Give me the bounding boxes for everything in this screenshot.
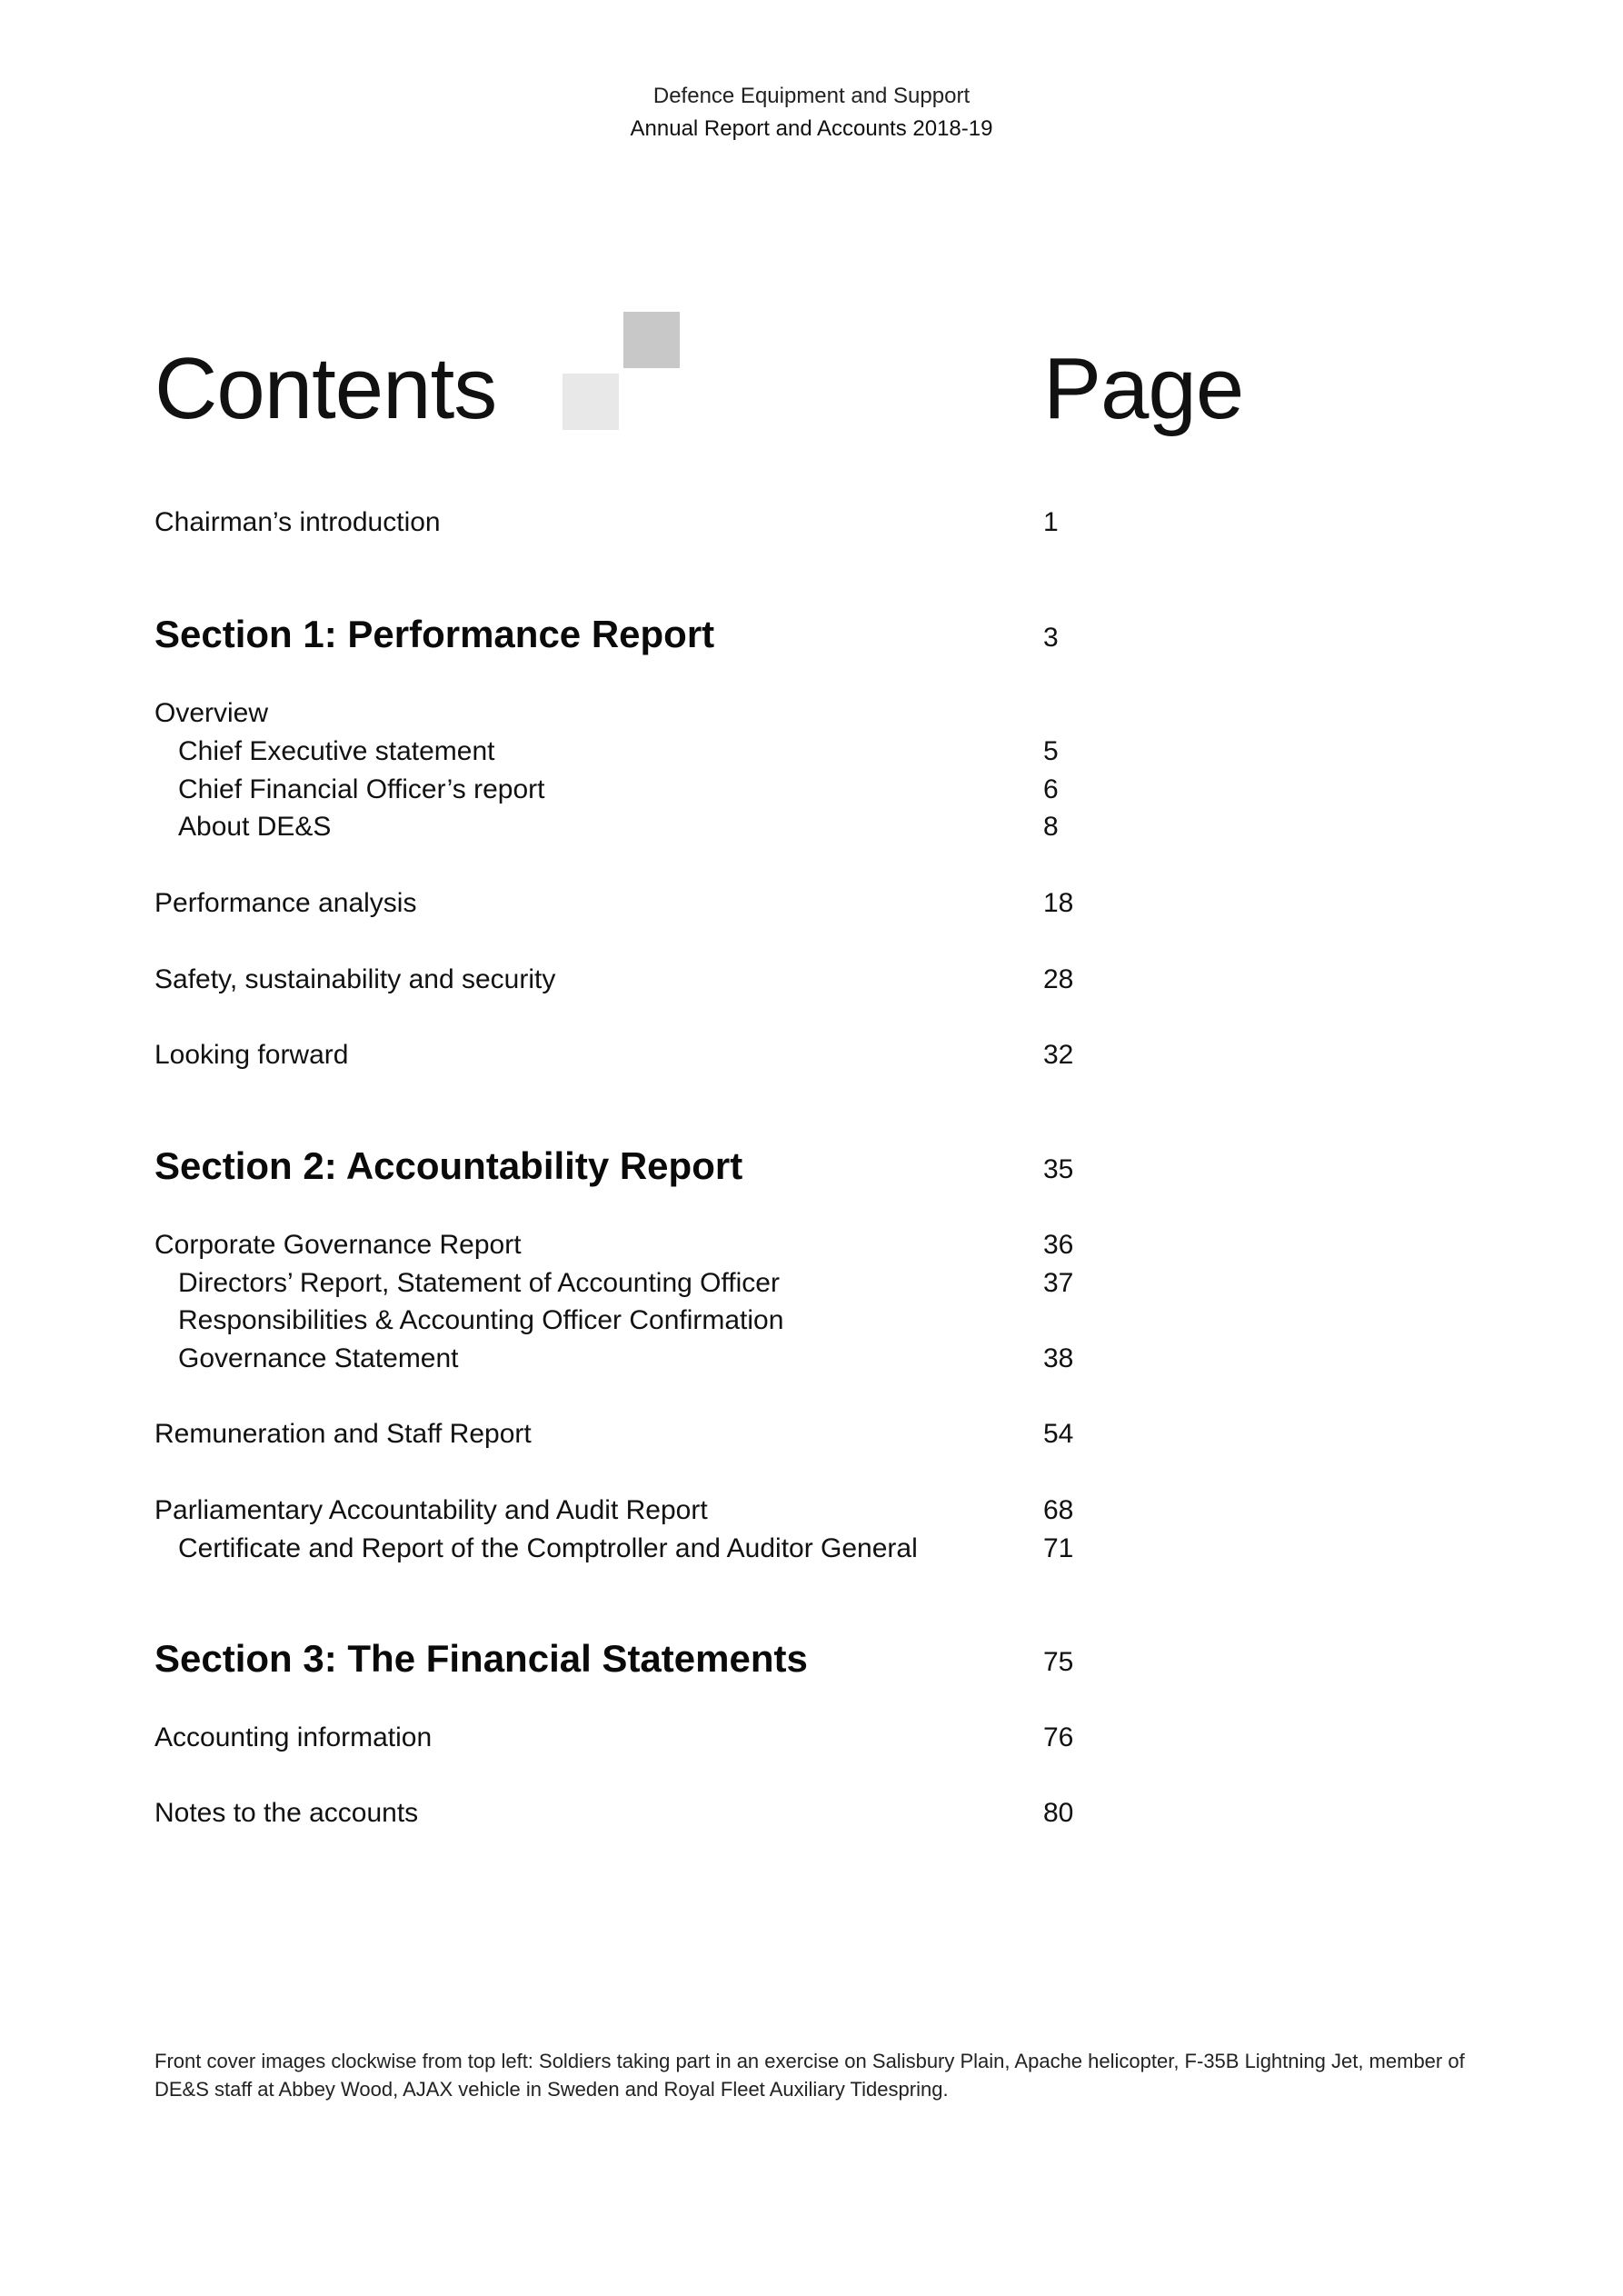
decorative-square-dark [623, 312, 680, 368]
toc-entry-page: 76 [1043, 1722, 1074, 1752]
cover-images-footnote: Front cover images clockwise from top left: Soldiers taking part in an exercise on Salisbury Plain, Apache helicopter, F-35B Lightning Jet, member of DE&S staff at Abbey Wood, AJAX vehicle in Sweden and Royal Fleet Auxiliary Tidespring. [154, 2050, 1465, 2101]
toc-subentry-label: Responsibilities & Accounting Officer Confirmation [178, 1305, 784, 1335]
toc-entry-page: 68 [1043, 1495, 1074, 1525]
toc-entry-page: 54 [1043, 1419, 1074, 1449]
toc-entry-page: 28 [1043, 964, 1074, 994]
toc-entry-label: Overview [154, 698, 269, 728]
toc-entry-label: Chairman’s introduction [154, 507, 441, 537]
page-column-heading: Page [1043, 340, 1244, 437]
toc-entry-label: Accounting information [154, 1722, 433, 1752]
toc-entry-page: 32 [1043, 1040, 1074, 1070]
toc-section-label: Section 3: The Financial Statements [154, 1637, 808, 1680]
toc-subentry-page: 71 [1043, 1533, 1074, 1563]
contents-heading: Contents [154, 340, 497, 437]
toc-entry-page: 1 [1043, 507, 1059, 537]
toc-subentry-label: Certificate and Report of the Comptroller and Auditor General [178, 1533, 918, 1563]
toc-entry-label: Looking forward [154, 1040, 349, 1070]
toc-subentry-label: Chief Financial Officer’s report [178, 774, 545, 804]
toc-entry-label: Safety, sustainability and security [154, 964, 556, 994]
toc-section-label: Section 2: Accountability Report [154, 1144, 743, 1187]
toc-subentry-label: Chief Executive statement [178, 736, 495, 766]
toc-subentry-page: 8 [1043, 812, 1059, 842]
decorative-square-light [563, 374, 619, 430]
header-report-title: Annual Report and Accounts 2018-19 [630, 116, 993, 141]
toc-section-label: Section 1: Performance Report [154, 613, 715, 655]
toc-subentry-label: Directors’ Report, Statement of Accounting Officer [178, 1268, 780, 1298]
toc-section-page: 3 [1043, 623, 1059, 653]
toc-entry-label: Notes to the accounts [154, 1798, 419, 1828]
toc-entry-label: Performance analysis [154, 888, 417, 918]
toc-entry-page: 18 [1043, 888, 1074, 918]
toc-subentry-label: Governance Statement [178, 1343, 459, 1373]
toc-entry-label: Remuneration and Staff Report [154, 1419, 532, 1449]
toc-entry-page: 36 [1043, 1230, 1074, 1260]
toc-subentry-page: 37 [1043, 1268, 1074, 1298]
toc-subentry-page: 38 [1043, 1343, 1074, 1373]
toc-subentry-label: About DE&S [178, 812, 332, 842]
toc-subentry-page: 6 [1043, 774, 1059, 804]
toc-entry-label: Corporate Governance Report [154, 1230, 522, 1260]
toc-entry-page: 80 [1043, 1798, 1074, 1828]
toc-section-page: 35 [1043, 1154, 1074, 1184]
toc-subentry-page: 5 [1043, 736, 1059, 766]
toc-entry-label: Parliamentary Accountability and Audit Report [154, 1495, 708, 1525]
header-organisation: Defence Equipment and Support [652, 84, 971, 108]
toc-section-page: 75 [1043, 1647, 1074, 1677]
